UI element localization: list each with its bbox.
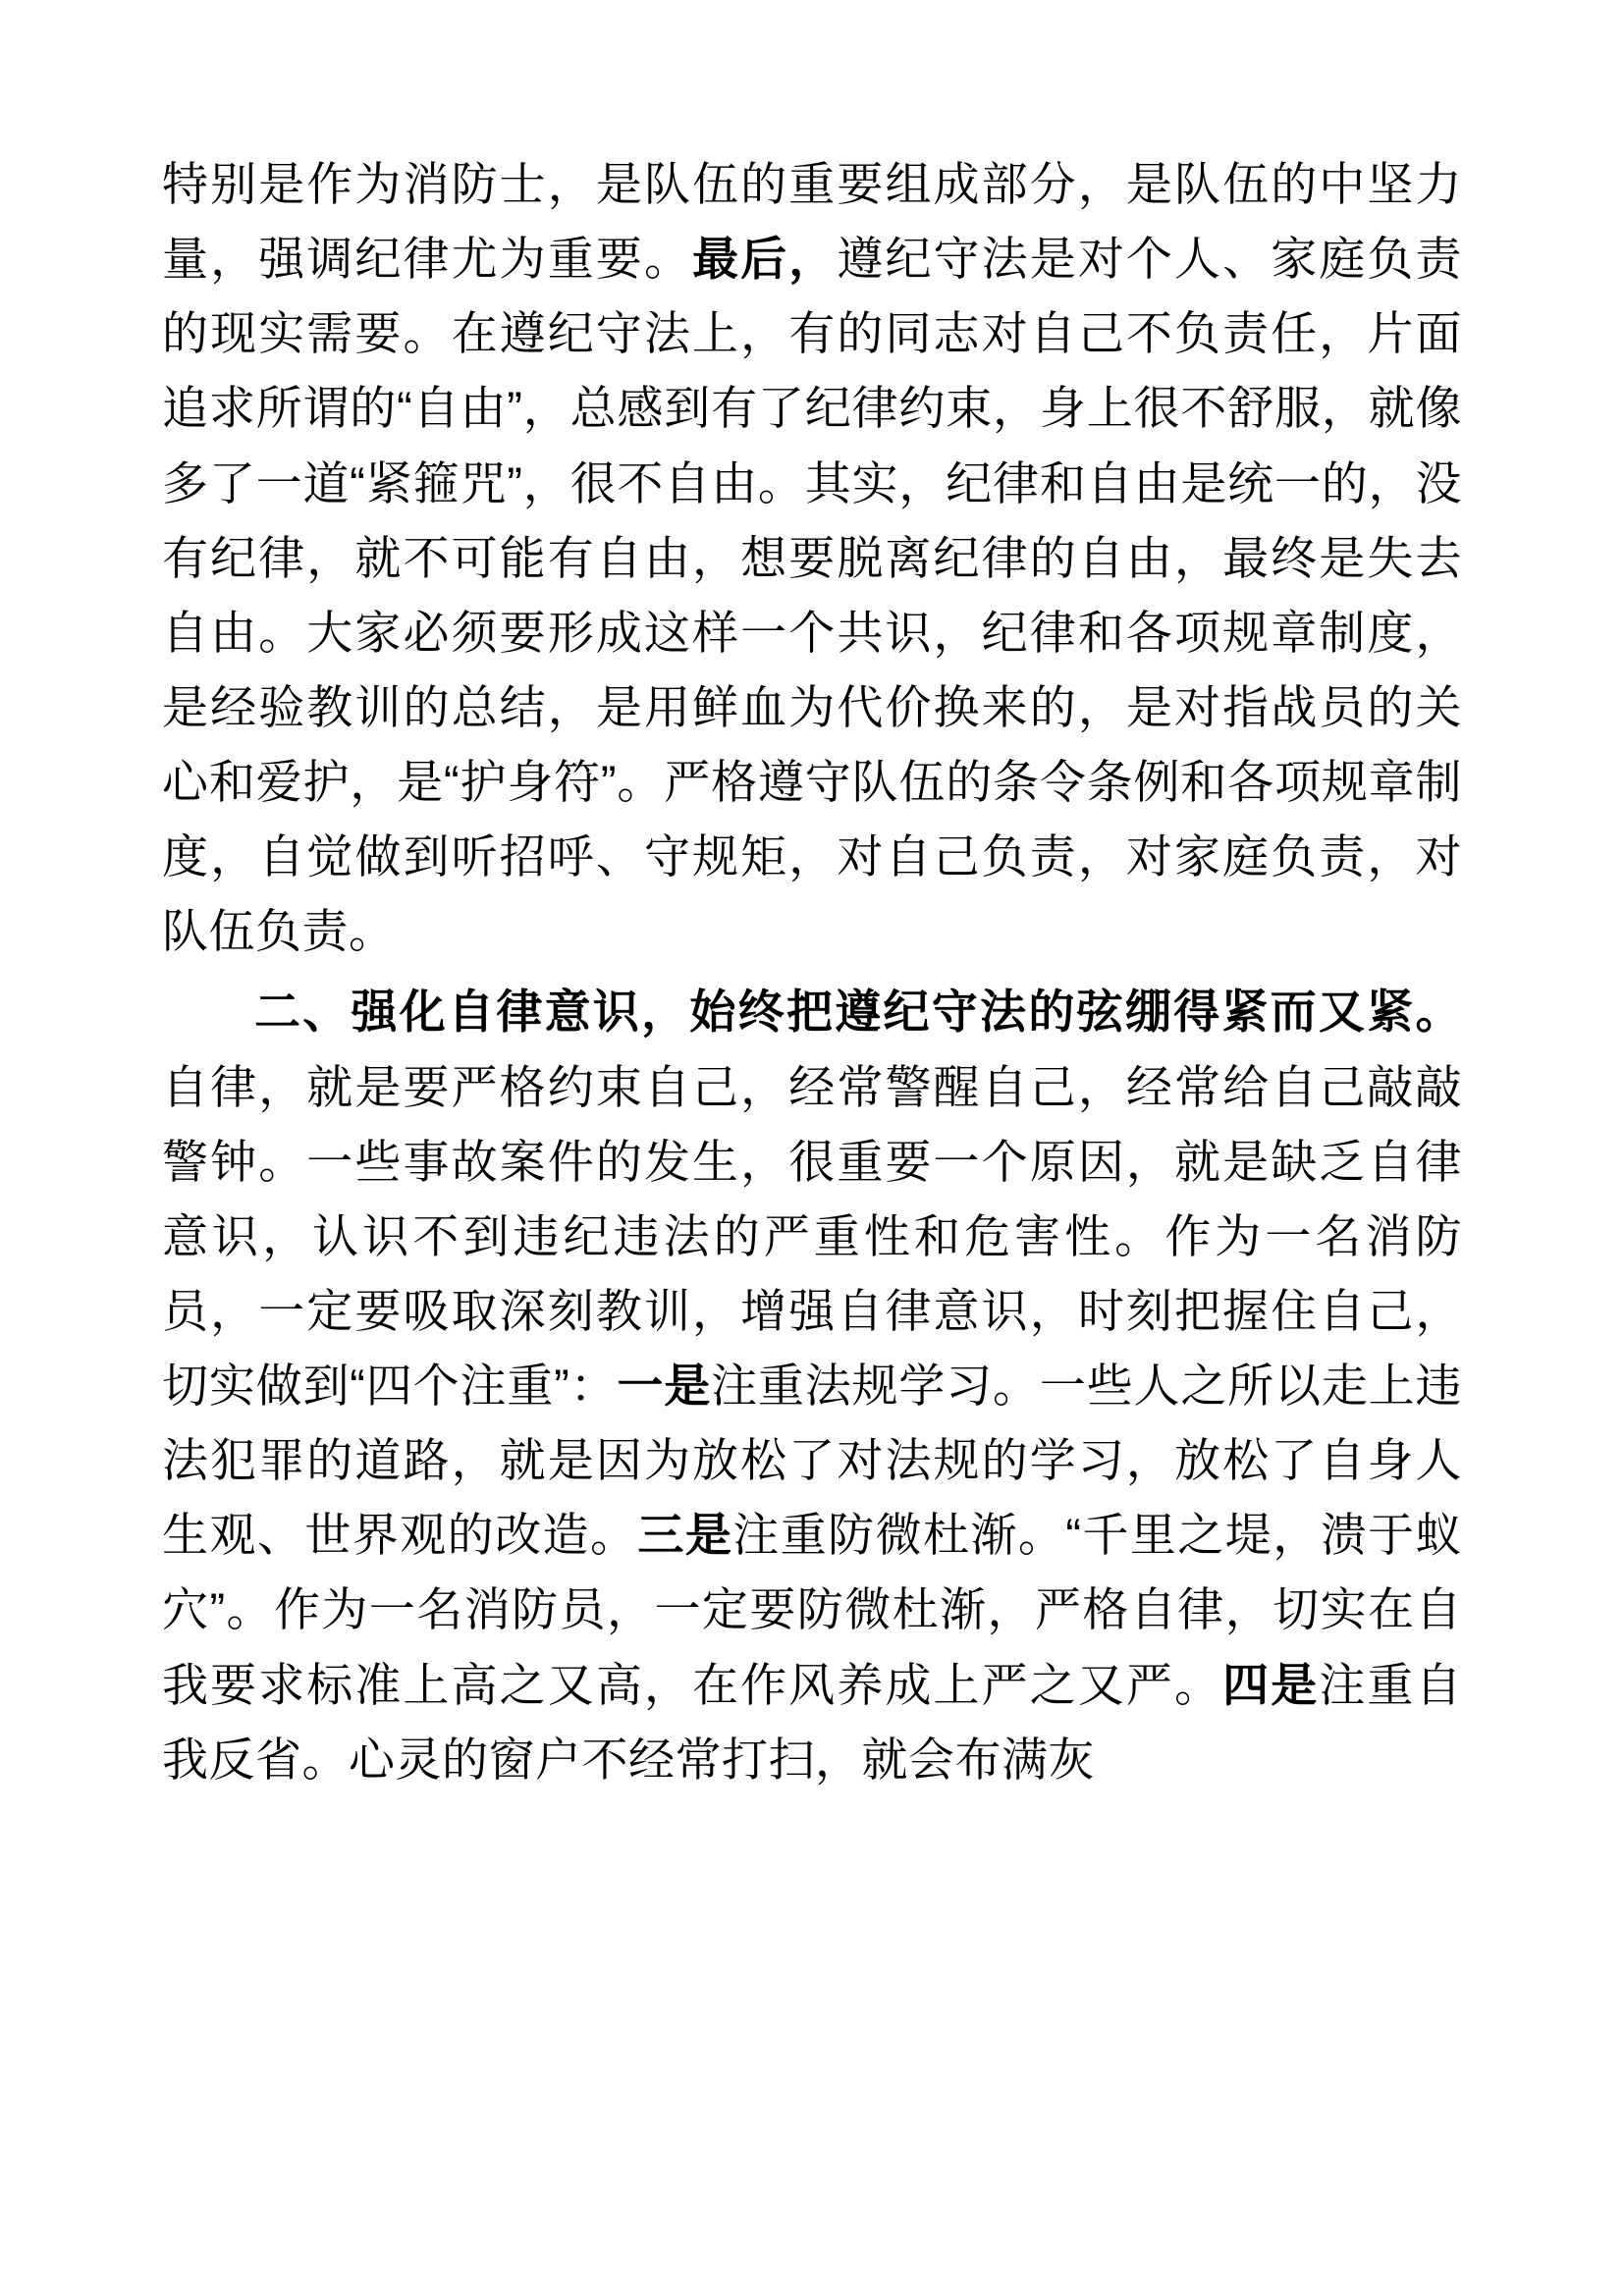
emphasis-run: 二、强化自律意识，始终把遵纪守法的弦绷得紧而又紧。 — [254, 986, 1462, 1039]
text-run: 自律，就是要严格约束自己，经常警醒自己，经常给自己敲敲警钟。一些事故案件的发生，很重要一个原因，就是缺乏自律意识，认识不到违纪违法的严重性和危害性。作为一名消防员，一定要吸取深刻教训，增强自律意识，时刻把握住自己，切实做到“四个注重”： — [162, 1060, 1462, 1412]
paragraph — [162, 975, 1462, 1796]
document-body — [162, 147, 1462, 1797]
emphasis-run: 三是 — [637, 1509, 733, 1562]
emphasis-run: 四是 — [1222, 1658, 1320, 1711]
text-run: 注重自我反省。心灵的窗户不经常打扫，就会布满灰 — [162, 1658, 1463, 1786]
text-run: 遵纪守法是对个人、家庭负责的现实需要。在遵纪守法上，有的同志对自己不负责任，片面追求所谓的“自由”，总感到有了纪律约束，身上很不舒服，就像多了一道“紧箍咒”，很不自由。其实，纪律和自由是统一的，没有纪律，就不可能有自由，想要脱离纪律的自由，最终是失去自由。大家必须要形成这样一个共识，纪律和各项规章制度，是经验教训的总结，是用鲜血为代价换来的，是对指战员的关心和爱护，是“护身符”。严格遵守队伍的条令条例和各项规章制度，自觉做到听招呼、守规矩，对自己负责，对家庭负责，对队伍负责。 — [162, 233, 1463, 958]
emphasis-run: 一是 — [617, 1360, 712, 1412]
text-run: 特别是作为消防士，是队伍的重要组成部分，是队伍的中坚力量，强调纪律尤为重要。 — [162, 158, 1462, 286]
emphasis-run: 最后， — [692, 233, 838, 286]
text-run: 注重法规学习。一些人之所以走上违法犯罪的道路，就是因为放松了对法规的学习，放松了自身人生观、世界观的改造。 — [162, 1360, 1462, 1562]
paragraph — [162, 147, 1462, 969]
text-run: 注重防微杜渐。“千里之堤，溃于蚁穴”。作为一名消防员，一定要防微杜渐，严格自律，切实在自我要求标准上高之又高，在作风养成上严之又严。 — [162, 1509, 1463, 1711]
